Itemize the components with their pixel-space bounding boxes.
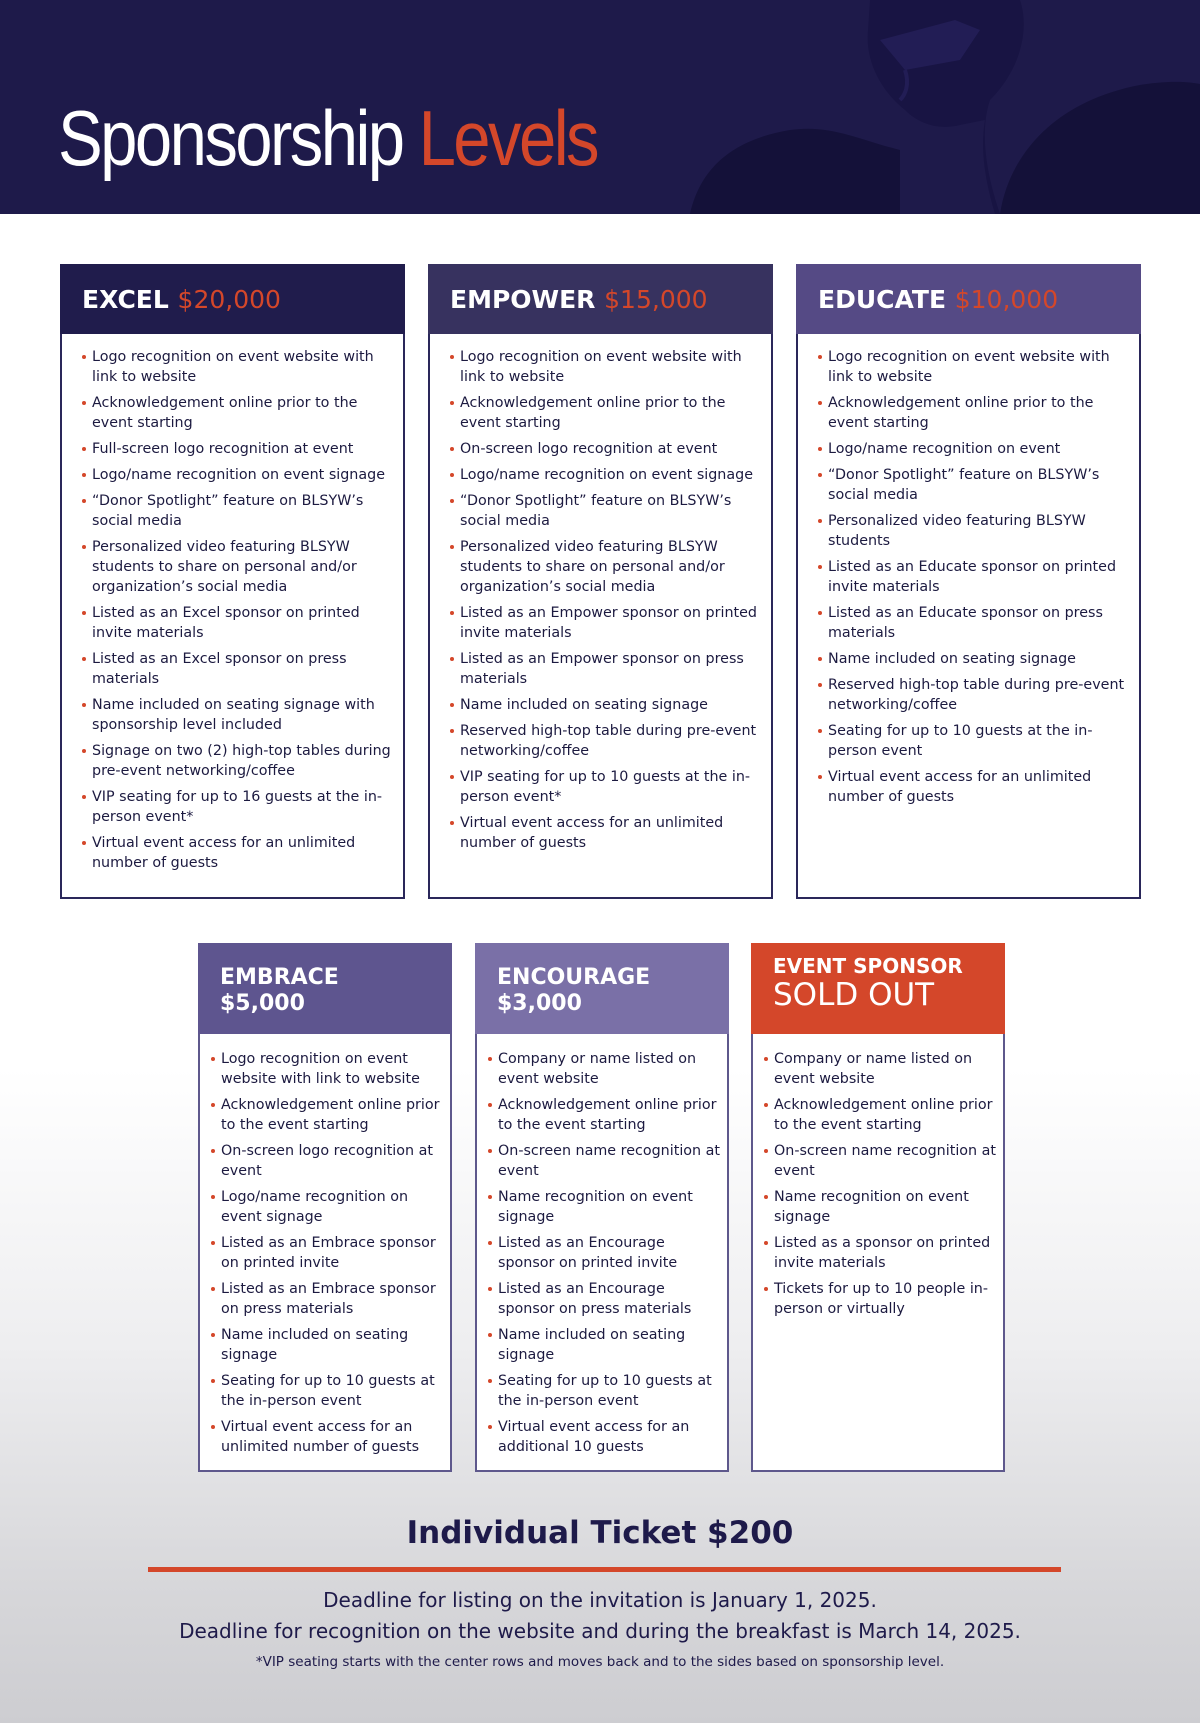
- benefit-item: Logo recognition on event website with link to website: [82, 347, 393, 387]
- level-name: EMPOWER: [450, 285, 596, 314]
- individual-ticket-heading: Individual Ticket $200: [406, 1515, 794, 1551]
- level-card-excel: [60, 264, 405, 899]
- benefit-item: Virtual event access for an additional 10 guests: [488, 1417, 721, 1457]
- level-price: $15,000: [604, 285, 708, 314]
- benefit-item: Virtual event access for an unlimited number of guests: [82, 833, 393, 873]
- benefit-item: On-screen logo recognition at event: [450, 439, 761, 459]
- benefit-item: Listed as a sponsor on printed invite materials: [764, 1233, 997, 1273]
- benefit-item: Acknowledgement online prior to the event starting: [82, 393, 393, 433]
- accent-divider: [148, 1567, 1061, 1572]
- benefit-item: Logo/name recognition on event signage: [450, 465, 761, 485]
- benefit-item: Virtual event access for an unlimited number of guests: [450, 813, 761, 853]
- benefit-item: Acknowledgement online prior to the event starting: [818, 393, 1129, 433]
- benefit-item: Seating for up to 10 guests at the in-person event: [211, 1371, 444, 1411]
- benefit-item: Listed as an Excel sponsor on printed invite materials: [82, 603, 393, 643]
- benefit-item: Listed as an Embrace sponsor on printed invite: [211, 1233, 444, 1273]
- benefit-item: Logo recognition on event website with link to website: [818, 347, 1129, 387]
- benefit-item: Name included on seating signage with sponsorship level included: [82, 695, 393, 735]
- level-card-educate: [796, 264, 1141, 899]
- benefit-item: Name recognition on event signage: [764, 1187, 997, 1227]
- benefit-list: [818, 347, 1129, 813]
- benefit-item: Name included on seating signage: [818, 649, 1129, 669]
- level-name: EVENT SPONSOR: [773, 954, 963, 978]
- header-banner: [0, 0, 1200, 214]
- benefit-item: “Donor Spotlight” feature on BLSYW’s social media: [818, 465, 1129, 505]
- benefit-item: Virtual event access for an unlimited number of guests: [818, 767, 1129, 807]
- benefit-item: Name included on seating signage: [450, 695, 761, 715]
- level-header: [751, 943, 1005, 1034]
- benefit-item: Logo recognition on event website with link to website: [211, 1049, 444, 1089]
- benefit-item: VIP seating for up to 10 guests at the in-person event*: [450, 767, 761, 807]
- benefit-item: Listed as an Encourage sponsor on press materials: [488, 1279, 721, 1319]
- benefit-item: Virtual event access for an unlimited number of guests: [211, 1417, 444, 1457]
- benefit-item: Listed as an Encourage sponsor on printed invite: [488, 1233, 721, 1273]
- level-price: $5,000: [220, 991, 305, 1016]
- level-name: ENCOURAGE: [497, 965, 651, 990]
- level-card-encourage: [475, 943, 729, 1472]
- deadline-website: Deadline for recognition on the website and during the breakfast is March 14, 2025.: [179, 1619, 1021, 1643]
- benefit-item: Full-screen logo recognition at event: [82, 439, 393, 459]
- benefit-item: “Donor Spotlight” feature on BLSYW’s social media: [82, 491, 393, 531]
- level-header: [475, 943, 729, 1034]
- page-title: [58, 92, 597, 184]
- benefit-item: Personalized video featuring BLSYW students to share on personal and/or organization’s social media: [450, 537, 761, 597]
- benefit-item: Acknowledgement online prior to the event starting: [211, 1095, 444, 1135]
- level-card-event-sponsor: [751, 943, 1005, 1472]
- benefit-item: Logo/name recognition on event signage: [211, 1187, 444, 1227]
- benefit-item: Acknowledgement online prior to the event starting: [450, 393, 761, 433]
- sold-out-label: SOLD OUT: [773, 977, 935, 1013]
- benefit-item: VIP seating for up to 16 guests at the in-person event*: [82, 787, 393, 827]
- benefit-item: Name included on seating signage: [211, 1325, 444, 1365]
- level-name: EDUCATE: [818, 285, 947, 314]
- benefit-item: Listed as an Excel sponsor on press materials: [82, 649, 393, 689]
- level-header: [198, 943, 452, 1034]
- benefit-item: Tickets for up to 10 people in-person or virtually: [764, 1279, 997, 1319]
- benefit-item: Logo/name recognition on event signage: [82, 465, 393, 485]
- benefit-item: Listed as an Embrace sponsor on press materials: [211, 1279, 444, 1319]
- level-header: [796, 264, 1141, 334]
- benefit-item: Listed as an Empower sponsor on printed invite materials: [450, 603, 761, 643]
- benefit-item: Company or name listed on event website: [488, 1049, 721, 1089]
- benefit-item: “Donor Spotlight” feature on BLSYW’s social media: [450, 491, 761, 531]
- benefit-list: [450, 347, 761, 859]
- level-price: $20,000: [177, 285, 281, 314]
- benefit-item: On-screen logo recognition at event: [211, 1141, 444, 1181]
- benefit-item: Reserved high-top table during pre-event networking/coffee: [818, 675, 1129, 715]
- level-price: $3,000: [497, 991, 582, 1016]
- level-card-embrace: [198, 943, 452, 1472]
- benefit-list: [211, 1049, 444, 1463]
- benefit-list: [488, 1049, 721, 1463]
- title-white: Sponsorship: [58, 94, 403, 182]
- level-card-empower: [428, 264, 773, 899]
- level-name: EMBRACE: [220, 965, 339, 990]
- benefit-item: Seating for up to 10 guests at the in-person event: [488, 1371, 721, 1411]
- benefit-item: Acknowledgement online prior to the event starting: [764, 1095, 997, 1135]
- benefit-item: Name recognition on event signage: [488, 1187, 721, 1227]
- benefit-item: Listed as an Educate sponsor on printed invite materials: [818, 557, 1129, 597]
- vip-seating-note: *VIP seating starts with the center rows and moves back and to the sides based on sponsorship level.: [255, 1654, 945, 1670]
- benefit-item: Signage on two (2) high-top tables during pre-event networking/coffee: [82, 741, 393, 781]
- benefit-item: Company or name listed on event website: [764, 1049, 997, 1089]
- benefit-item: Personalized video featuring BLSYW students to share on personal and/or organization’s social media: [82, 537, 393, 597]
- deadline-invitation: Deadline for listing on the invitation is January 1, 2025.: [323, 1588, 877, 1612]
- benefit-item: Logo/name recognition on event: [818, 439, 1129, 459]
- benefit-item: Listed as an Educate sponsor on press materials: [818, 603, 1129, 643]
- benefit-list: [764, 1049, 997, 1325]
- benefit-list: [82, 347, 393, 879]
- benefit-item: Seating for up to 10 guests at the in-person event: [818, 721, 1129, 761]
- level-price: $10,000: [954, 285, 1059, 314]
- benefit-item: Personalized video featuring BLSYW students: [818, 511, 1129, 551]
- title-accent: Levels: [418, 94, 598, 182]
- level-header: [60, 264, 405, 334]
- benefit-item: Reserved high-top table during pre-event networking/coffee: [450, 721, 761, 761]
- benefit-item: On-screen name recognition at event: [764, 1141, 997, 1181]
- benefit-item: On-screen name recognition at event: [488, 1141, 721, 1181]
- benefit-item: Listed as an Empower sponsor on press materials: [450, 649, 761, 689]
- benefit-item: Name included on seating signage: [488, 1325, 721, 1365]
- benefit-item: Logo recognition on event website with link to website: [450, 347, 761, 387]
- level-name: EXCEL: [82, 285, 169, 314]
- benefit-item: Acknowledgement online prior to the event starting: [488, 1095, 721, 1135]
- level-header: [428, 264, 773, 334]
